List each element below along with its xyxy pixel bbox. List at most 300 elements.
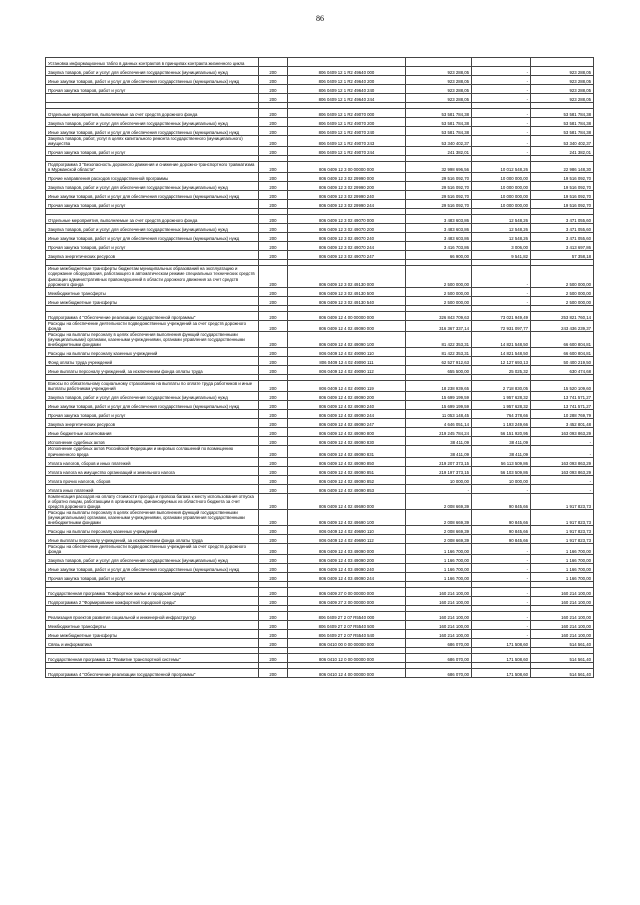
row-code: 200 — [259, 76, 288, 85]
row-approved: 10 000,00 — [406, 475, 472, 484]
row-approved: 29 516 092,70 — [406, 182, 472, 191]
row-executed: - — [472, 597, 531, 606]
row-budget-code: 806 0409 27 2 07 R5540 000 — [288, 612, 406, 621]
row-name: Подпрограмма 4 "Обеспечение реализации государственной программы" — [46, 669, 259, 678]
row-executed: 1 957 628,32 — [472, 401, 531, 410]
row-executed: 14 821 548,50 — [472, 348, 531, 357]
row-approved: 686 070,00 — [406, 639, 472, 648]
row-code: 200 — [259, 392, 288, 401]
row-name: Закупка энергетических ресурсов — [46, 419, 259, 428]
row-budget-code: 806 0409 12 4 02 49090 800 — [288, 428, 406, 437]
row-approved: 2 500 000,00 — [406, 296, 472, 305]
row-approved: 923 288,05 — [406, 76, 472, 85]
row-code: 200 — [259, 296, 288, 305]
row-name: Взносы по обязательному социальному страхованию на выплаты по оплате труда работников и иные выплаты работникам учреждений — [46, 381, 259, 392]
row-remaining: 1 166 700,00 — [531, 555, 594, 564]
row-executed: - — [472, 621, 531, 630]
row-code: 200 — [259, 366, 288, 375]
row-remaining: 13 741 571,27 — [531, 392, 594, 401]
row-name: Прочая закупка товаров, работ и услуг — [46, 85, 259, 94]
row-approved: 686 070,00 — [406, 669, 472, 678]
table-row — [46, 242, 594, 251]
row-code: 200 — [259, 127, 288, 136]
row-budget-code: 806 0409 12 4 02 49090 200 — [288, 392, 406, 401]
table-row — [46, 357, 594, 366]
row-name: Расходы на выплаты персоналу казенных учреждений — [46, 348, 259, 357]
row-executed: - — [472, 147, 531, 156]
row-budget-code: 806 0409 12 4 02 49090 247 — [288, 419, 406, 428]
row-code: 200 — [259, 266, 288, 287]
row-budget-code: 806 0409 12 3 00 00000 000 — [288, 162, 406, 173]
row-budget-code: 806 0409 12 3 02 49070 240 — [288, 233, 406, 242]
row-approved: 2 008 669,39 — [406, 526, 472, 535]
row-code: 200 — [259, 437, 288, 446]
row-executed: 12 548,26 — [472, 215, 531, 224]
row-remaining: 10 288 769,79 — [531, 410, 594, 419]
table-row — [46, 446, 594, 457]
row-name: Расходы на обеспечение деятельности подведомственных учреждений за счет средств дорожного фонда — [46, 320, 259, 331]
table-row — [46, 419, 594, 428]
row-approved: 2 008 669,39 — [406, 509, 472, 525]
row-executed: - — [472, 564, 531, 573]
row-name: Иные межбюджетные трансферты — [46, 630, 259, 639]
table-row — [46, 597, 594, 606]
row-remaining: 15 520 109,60 — [531, 381, 594, 392]
row-budget-code: 806 0409 27 0 00 00000 000 — [288, 588, 406, 597]
table-row — [46, 493, 594, 509]
row-executed: 12 548,26 — [472, 224, 531, 233]
row-code: 200 — [259, 544, 288, 555]
row-remaining: 19 516 092,70 — [531, 173, 594, 182]
row-approved: 81 422 353,31 — [406, 331, 472, 347]
row-name: Иные закупки товаров, работ и услуг для обеспечения государственных (муниципальных) нужд — [46, 401, 259, 410]
row-approved: 38 411,09 — [406, 446, 472, 457]
row-remaining: - — [531, 475, 594, 484]
row-remaining: 19 516 092,70 — [531, 182, 594, 191]
row-name: Закупка товаров, работ и услуг для обеспечения государственных (муниципальных) нужд — [46, 67, 259, 76]
row-budget-code: 806 0409 12 3 02 49070 000 — [288, 215, 406, 224]
row-executed: 90 845,66 — [472, 535, 531, 544]
row-name: Расходы на выплаты персоналу казенных учреждений — [46, 526, 259, 535]
row-remaining: 66 600 804,81 — [531, 348, 594, 357]
row-budget-code — [288, 58, 406, 67]
row-name: Реализация проектов развития социальной и инженерной инфраструктур — [46, 612, 259, 621]
row-budget-code: 806 0409 12 4 02 49090 110 — [288, 348, 406, 357]
row-name: Прочая закупка товаров, работ и услуг — [46, 573, 259, 582]
row-name: Иные закупки товаров, работ и услуг для обеспечения государственных (муниципальных) нужд — [46, 191, 259, 200]
table-row — [46, 233, 594, 242]
row-name: Исполнение судебных актов — [46, 437, 259, 446]
row-approved: 18 238 939,65 — [406, 381, 472, 392]
row-remaining: 160 214 100,00 — [531, 612, 594, 621]
row-name: Отдельные мероприятия, выполняемые за счет средств дорожного фонда — [46, 215, 259, 224]
row-approved: 66 900,00 — [406, 251, 472, 260]
row-remaining: 2 500 000,00 — [531, 266, 594, 287]
row-code: 200 — [259, 428, 288, 437]
table-row — [46, 348, 594, 357]
row-remaining: 514 561,40 — [531, 654, 594, 663]
row-approved — [406, 58, 472, 67]
row-budget-code: 806 0409 12 4 02 49690 000 — [288, 493, 406, 509]
row-remaining: 923 288,05 — [531, 94, 594, 103]
table-row — [46, 564, 594, 573]
row-code: 200 — [259, 381, 288, 392]
table-row — [46, 109, 594, 118]
table-row — [46, 200, 594, 209]
row-code: 200 — [259, 109, 288, 118]
row-code: 200 — [259, 118, 288, 127]
row-remaining: - — [531, 437, 594, 446]
row-code: 200 — [259, 621, 288, 630]
row-executed: 1 957 628,32 — [472, 392, 531, 401]
row-name: Подпрограмма 4 "Обеспечение реализации государственной программы" — [46, 311, 259, 320]
row-executed: 38 411,09 — [472, 446, 531, 457]
row-budget-code: 806 0409 27 2 00 00000 000 — [288, 597, 406, 606]
table-row — [46, 526, 594, 535]
row-code: 200 — [259, 287, 288, 296]
table-row — [46, 85, 594, 94]
row-approved: 1 166 700,00 — [406, 564, 472, 573]
row-approved: 29 516 092,70 — [406, 173, 472, 182]
row-budget-code: 806 0409 12 4 03 49090 000 — [288, 544, 406, 555]
row-executed: 90 845,66 — [472, 509, 531, 525]
row-executed: - — [472, 573, 531, 582]
row-code: 200 — [259, 410, 288, 419]
row-executed: 38 411,09 — [472, 437, 531, 446]
row-name: Отдельные мероприятия, выполняемые за счет средств дорожного фонда — [46, 109, 259, 118]
row-name: Иные выплаты персоналу учреждений, за исключением фонда оплаты труда — [46, 366, 259, 375]
row-executed: - — [472, 544, 531, 555]
row-name: Исполнение судебных актов Российской Федерации и мировых соглашений по возмещению причиненного вреда — [46, 446, 259, 457]
table-row — [46, 475, 594, 484]
row-name: Прочая закупка товаров, работ и услуг — [46, 410, 259, 419]
row-approved: 1 166 700,00 — [406, 573, 472, 582]
row-approved: 160 214 100,00 — [406, 612, 472, 621]
table-row — [46, 311, 594, 320]
row-code: 200 — [259, 242, 288, 251]
table-row — [46, 94, 594, 103]
row-name: Расходы на обеспечение деятельности подведомственных учреждений за счет средств дорожного фонда — [46, 544, 259, 555]
row-executed: 73 021 949,49 — [472, 311, 531, 320]
row-approved: 219 197 373,15 — [406, 466, 472, 475]
row-budget-code: 806 0409 12 3 02 49070 244 — [288, 242, 406, 251]
row-executed: 171 508,60 — [472, 654, 531, 663]
row-executed: - — [472, 94, 531, 103]
row-budget-code: 806 0409 12 1 R2 49640 244 — [288, 94, 406, 103]
row-executed: 3 006,00 — [472, 242, 531, 251]
row-name: Иные закупки товаров, работ и услуг для обеспечения государственных (муниципальных) нужд — [46, 76, 259, 85]
row-code: 200 — [259, 67, 288, 76]
row-approved: 160 214 100,00 — [406, 621, 472, 630]
row-budget-code: 806 0409 12 3 02 49130 000 — [288, 266, 406, 287]
row-executed: 10 000 000,00 — [472, 200, 531, 209]
row-name: Государственная программа 12 "Развитие транспортной системы" — [46, 654, 259, 663]
row-budget-code: 806 0410 00 0 00 00000 000 — [288, 639, 406, 648]
row-executed: 25 025,32 — [472, 366, 531, 375]
row-name: Уплата налога на имущество организаций и земельного налога — [46, 466, 259, 475]
row-budget-code: 806 0409 12 4 02 49690 110 — [288, 526, 406, 535]
row-code: 200 — [259, 162, 288, 173]
row-budget-code: 806 0409 12 4 02 49090 831 — [288, 446, 406, 457]
row-name: Расходы на выплаты персоналу в целях обеспечения выполнения функций государственными (муниципальными) органами, казенными учреждениями, органами управления государственными внебюджетными фондами — [46, 331, 259, 347]
row-name: Прочие направления расходов государственной программы — [46, 173, 259, 182]
row-remaining: 923 288,05 — [531, 85, 594, 94]
row-code: 200 — [259, 669, 288, 678]
table-row — [46, 182, 594, 191]
row-remaining: 1 917 823,73 — [531, 493, 594, 509]
row-remaining — [531, 58, 594, 67]
table-row — [46, 588, 594, 597]
row-code: 200 — [259, 147, 288, 156]
row-budget-code: 806 0410 12 0 00 00000 000 — [288, 654, 406, 663]
table-row — [46, 669, 594, 678]
row-executed: - — [472, 296, 531, 305]
row-code: 200 — [259, 182, 288, 191]
row-remaining: 2 500 000,00 — [531, 287, 594, 296]
row-remaining: 57 358,18 — [531, 251, 594, 260]
table-row — [46, 162, 594, 173]
row-remaining: 163 093 863,29 — [531, 428, 594, 437]
row-name: Иные закупки товаров, работ и услуг для обеспечения государственных (муниципальных) нужд — [46, 564, 259, 573]
row-code: 200 — [259, 484, 288, 493]
table-row — [46, 127, 594, 136]
row-code: 200 — [259, 612, 288, 621]
row-code: 200 — [259, 573, 288, 582]
row-executed: - — [472, 555, 531, 564]
row-executed: - — [472, 76, 531, 85]
row-executed: 764 378,66 — [472, 410, 531, 419]
table-row — [46, 224, 594, 233]
row-name: Иные межбюджетные трансферты бюджетам муниципальных образований на эксплуатацию и содержание оборудования, работающего в автоматическом режиме специальных технических средств фиксации административных правонарушений в области дорожного движения за счет средств дорожного фонда — [46, 266, 259, 287]
row-code: 200 — [259, 588, 288, 597]
row-approved: 81 422 353,31 — [406, 348, 472, 357]
row-code — [259, 58, 288, 67]
row-name: Уплата налогов, сборов и иных платежей — [46, 457, 259, 466]
row-name: Подпрограмма 3 "Безопасность дорожного движения и снижение дорожно-транспортного травматизма в Мурманской области" — [46, 162, 259, 173]
row-name: Закупка товаров, работ, услуг в целях капитального ремонта государственного (муниципального) имущества — [46, 136, 259, 147]
row-budget-code: 806 0410 12 4 00 00000 000 — [288, 669, 406, 678]
row-code: 200 — [259, 224, 288, 233]
row-remaining: 50 400 219,50 — [531, 357, 594, 366]
row-code: 200 — [259, 251, 288, 260]
row-remaining: 160 214 100,00 — [531, 588, 594, 597]
row-remaining: 163 093 863,29 — [531, 466, 594, 475]
row-name: Закупка товаров, работ и услуг для обеспечения государственных (муниципальных) нужд — [46, 555, 259, 564]
row-approved: 15 699 199,59 — [406, 401, 472, 410]
row-budget-code: 806 0409 12 4 02 49090 853 — [288, 484, 406, 493]
row-executed: 171 508,60 — [472, 669, 531, 678]
row-executed: - — [472, 67, 531, 76]
row-name — [46, 94, 259, 103]
row-budget-code: 806 0409 12 1 R2 49070 240 — [288, 127, 406, 136]
row-executed: 10 012 548,26 — [472, 162, 531, 173]
table-row — [46, 191, 594, 200]
row-code: 200 — [259, 535, 288, 544]
row-executed: 10 000 000,00 — [472, 182, 531, 191]
row-budget-code: 806 0409 12 4 02 49090 240 — [288, 401, 406, 410]
row-remaining: - — [531, 484, 594, 493]
row-budget-code: 806 0409 12 4 02 49090 852 — [288, 475, 406, 484]
row-remaining: 253 821 760,14 — [531, 311, 594, 320]
row-remaining: 923 288,05 — [531, 67, 594, 76]
row-approved: 29 516 092,70 — [406, 191, 472, 200]
row-approved: 923 288,05 — [406, 85, 472, 94]
row-name: Установка информационных табло в данных контрактов в принципах контракта жизненного цикла — [46, 58, 259, 67]
row-approved: 1 166 700,00 — [406, 555, 472, 564]
row-budget-code: 806 0409 12 4 03 49090 240 — [288, 564, 406, 573]
row-code: 200 — [259, 597, 288, 606]
budget-execution-table — [45, 57, 594, 678]
table-row — [46, 612, 594, 621]
row-code: 200 — [259, 466, 288, 475]
row-approved: 3 483 603,86 — [406, 224, 472, 233]
row-budget-code: 806 0409 12 3 02 29990 244 — [288, 200, 406, 209]
row-remaining: 53 340 402,37 — [531, 136, 594, 147]
row-budget-code: 806 0409 12 4 02 49690 112 — [288, 535, 406, 544]
row-remaining: 1 166 700,00 — [531, 544, 594, 555]
row-executed: 10 000 000,00 — [472, 173, 531, 182]
row-code: 200 — [259, 401, 288, 410]
row-name: Подпрограмма 2 "Формирование комфортной городской среды" — [46, 597, 259, 606]
table-row — [46, 484, 594, 493]
row-approved: 2 500 000,00 — [406, 266, 472, 287]
row-code: 200 — [259, 446, 288, 457]
row-remaining: 514 561,40 — [531, 669, 594, 678]
row-name: Иные закупки товаров, работ и услуг для обеспечения государственных (муниципальных) нужд — [46, 127, 259, 136]
table-row — [46, 392, 594, 401]
row-executed: - — [472, 266, 531, 287]
row-approved: 4 646 051,14 — [406, 419, 472, 428]
row-budget-code: 806 0409 12 4 02 49090 830 — [288, 437, 406, 446]
row-executed: - — [472, 612, 531, 621]
table-row — [46, 401, 594, 410]
table-row — [46, 555, 594, 564]
table-row — [46, 173, 594, 182]
table-row — [46, 573, 594, 582]
row-budget-code: 806 0409 12 1 R2 49070 243 — [288, 136, 406, 147]
row-approved: 219 207 373,15 — [406, 457, 472, 466]
row-budget-code: 806 0409 12 4 02 49090 244 — [288, 410, 406, 419]
row-code: 200 — [259, 320, 288, 331]
row-name: Прочая закупка товаров, работ и услуг — [46, 242, 259, 251]
row-approved: 53 581 784,38 — [406, 118, 472, 127]
row-code: 200 — [259, 509, 288, 525]
row-code: 200 — [259, 85, 288, 94]
row-approved: 160 214 100,00 — [406, 588, 472, 597]
table-row — [46, 320, 594, 331]
row-remaining: 1 166 700,00 — [531, 564, 594, 573]
row-name: Закупка товаров, работ и услуг для обеспечения государственных (муниципальных) нужд — [46, 392, 259, 401]
row-code: 200 — [259, 311, 288, 320]
row-remaining: 160 214 100,00 — [531, 597, 594, 606]
table-row — [46, 381, 594, 392]
table-row — [46, 639, 594, 648]
row-name: Иные бюджетные ассигнования — [46, 428, 259, 437]
row-code: 200 — [259, 94, 288, 103]
row-remaining: - — [531, 446, 594, 457]
row-approved: 53 340 402,37 — [406, 136, 472, 147]
row-code: 200 — [259, 654, 288, 663]
row-code: 200 — [259, 357, 288, 366]
row-executed: - — [472, 588, 531, 597]
row-remaining: 3 471 055,60 — [531, 233, 594, 242]
row-budget-code: 806 0409 12 1 R2 49070 000 — [288, 109, 406, 118]
row-code: 200 — [259, 526, 288, 535]
row-code: 200 — [259, 457, 288, 466]
table-row — [46, 428, 594, 437]
table-row — [46, 410, 594, 419]
row-executed: 10 000 000,00 — [472, 191, 531, 200]
row-code: 200 — [259, 233, 288, 242]
row-name: Фонд оплаты труда учреждений — [46, 357, 259, 366]
table-row — [46, 136, 594, 147]
row-approved: 686 070,00 — [406, 654, 472, 663]
row-code: 200 — [259, 331, 288, 347]
row-executed: 9 541,82 — [472, 251, 531, 260]
row-budget-code: 806 0409 12 4 02 49090 112 — [288, 366, 406, 375]
row-budget-code: 806 0409 12 1 R2 49070 200 — [288, 118, 406, 127]
row-approved: 3 416 703,86 — [406, 242, 472, 251]
row-remaining: 19 516 092,70 — [531, 200, 594, 209]
row-executed: 72 931 097,77 — [472, 320, 531, 331]
row-remaining: 243 436 239,37 — [531, 320, 594, 331]
row-approved: 11 053 148,45 — [406, 410, 472, 419]
row-approved: 3 483 603,86 — [406, 233, 472, 242]
row-name: Расходы на выплаты персоналу в целях обеспечения выполнения функций государственными (муниципальными) органами, казенными учреждениями, органами управления государственными внебюджетными фондами — [46, 509, 259, 525]
row-approved: - — [406, 484, 472, 493]
row-budget-code: 806 0409 12 1 R2 49640 000 — [288, 67, 406, 76]
row-code: 200 — [259, 419, 288, 428]
row-code: 200 — [259, 215, 288, 224]
row-executed: - — [472, 127, 531, 136]
row-budget-code: 806 0409 12 4 02 49090 111 — [288, 357, 406, 366]
row-remaining: 3 471 055,60 — [531, 215, 594, 224]
row-budget-code: 806 0409 12 3 02 29990 200 — [288, 182, 406, 191]
row-budget-code: 806 0409 27 2 07 R5540 540 — [288, 630, 406, 639]
row-budget-code: 806 0409 27 2 07 R5540 500 — [288, 621, 406, 630]
row-name: Государственная программа "Комфортное жилье и городская среда" — [46, 588, 259, 597]
table-row — [46, 544, 594, 555]
table-row — [46, 287, 594, 296]
row-executed: 56 151 920,95 — [472, 428, 531, 437]
table-row — [46, 630, 594, 639]
table-row — [46, 535, 594, 544]
row-name: Уплата прочих налогов, сборов — [46, 475, 259, 484]
row-remaining: 53 581 784,38 — [531, 127, 594, 136]
row-name: Закупка энергетических ресурсов — [46, 251, 259, 260]
row-approved: 241 382,01 — [406, 147, 472, 156]
table-row — [46, 466, 594, 475]
row-executed: 12 548,26 — [472, 233, 531, 242]
row-code: 200 — [259, 475, 288, 484]
row-remaining: 3 452 801,48 — [531, 419, 594, 428]
row-budget-code: 806 0409 12 3 02 29990 240 — [288, 191, 406, 200]
row-code: 200 — [259, 173, 288, 182]
row-code: 200 — [259, 630, 288, 639]
row-remaining: 1 917 823,73 — [531, 526, 594, 535]
row-executed: 56 103 509,86 — [472, 466, 531, 475]
row-approved: 326 843 709,63 — [406, 311, 472, 320]
table-row — [46, 509, 594, 525]
table-row — [46, 251, 594, 260]
row-code: 200 — [259, 200, 288, 209]
row-budget-code: 806 0409 12 4 00 00000 000 — [288, 311, 406, 320]
row-name: Компенсация расходов на оплату стоимости проезда и провоза багажа к месту использования отпуска и обратно лицам, работающим в организациях, финансируемых из областного бюджета за счет средств дорожного фонда — [46, 493, 259, 509]
row-approved: 38 411,09 — [406, 437, 472, 446]
row-code: 200 — [259, 136, 288, 147]
table-row — [46, 215, 594, 224]
row-budget-code: 806 0409 12 4 02 49090 000 — [288, 320, 406, 331]
